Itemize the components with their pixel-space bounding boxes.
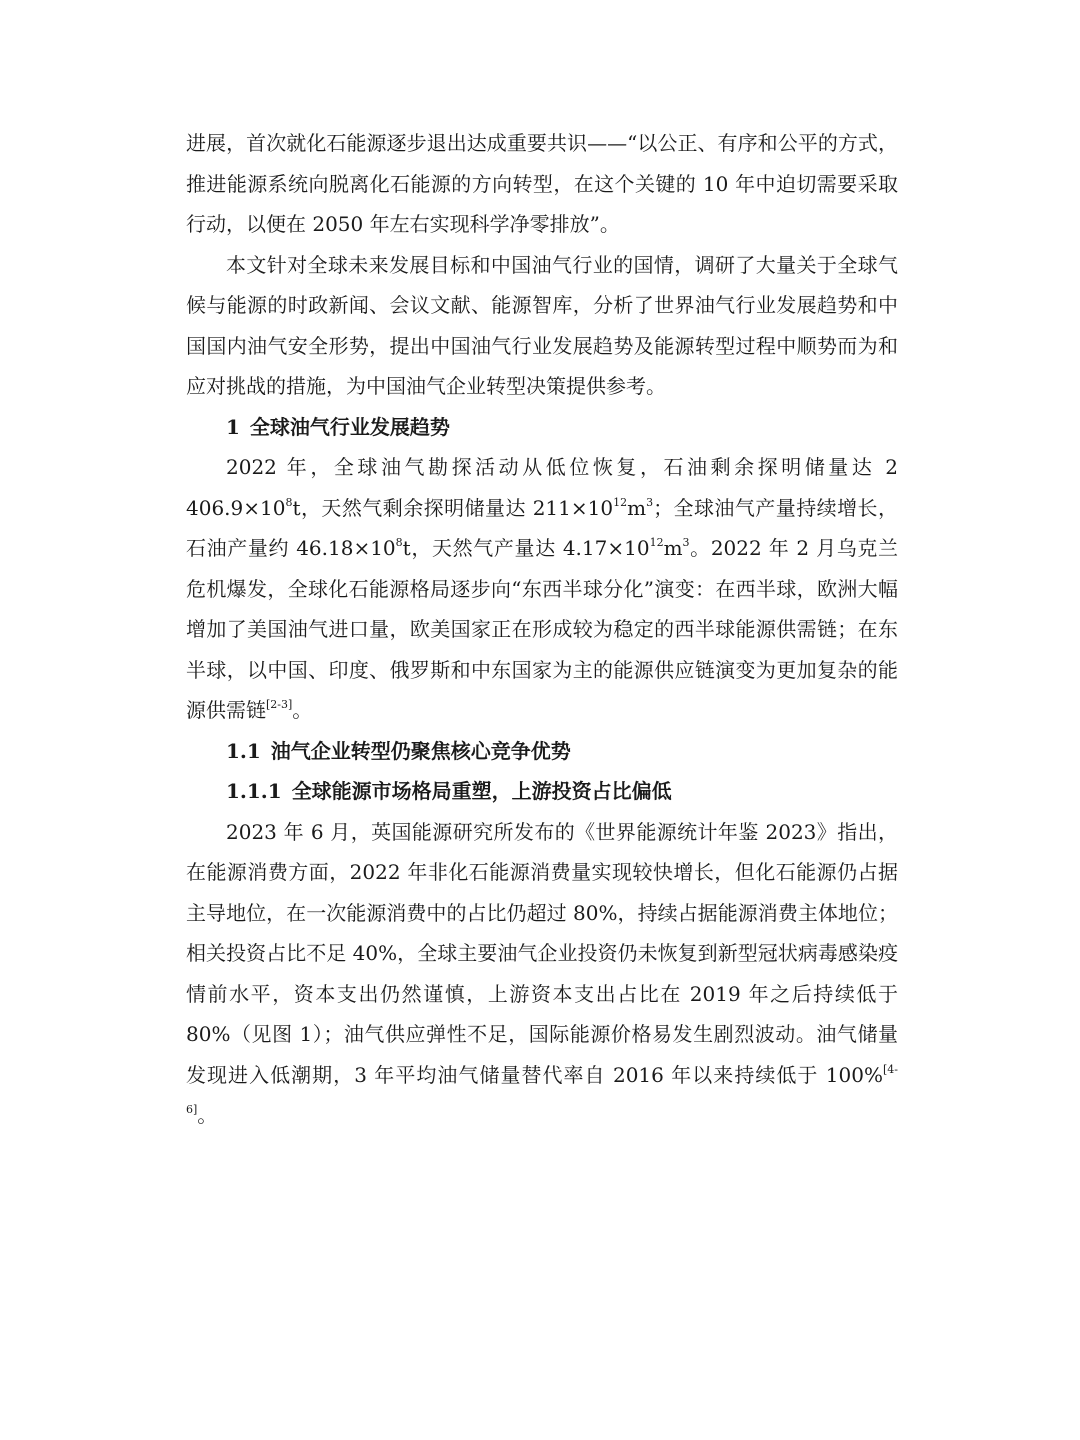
superscript: 8: [395, 536, 403, 549]
text-run: 2023 年 6 月，英国能源研究所发布的《世界能源统计年鉴 2023》指出，在能源消费方面，2022 年非化石能源消费量实现较快增长，但化石能源仍占据主导地位，在一次能源消费中的占比仍超过 80%，持续占据能源消费主体地位；相关投资占比不足 40%，全球主要油气企业投资仍未恢复到新型冠状病毒感染疫情前水平，资本支出仍然谨慎，上游资本支出占比在 2019 年之后持续低于 80%（见图 1）；油气供应弹性不足，国际能源价格易发生剧烈波动。油气储量发现进入低潮期，3 年平均油气储量替代率自 2016 年以来持续低于 100%: [186, 819, 898, 1087]
section-heading-1: [186, 407, 898, 448]
document-page: [186, 123, 898, 1136]
text-run: 2022 年，全球油气勘探活动从低位恢复，石油剩余探明储量达 2 406.9×10: [186, 455, 898, 520]
text-run: 。: [292, 698, 313, 722]
text-run: t，天然气产量达 4.17×10: [402, 536, 650, 560]
superscript: 3: [682, 536, 690, 549]
section-number: 1.1.1: [226, 779, 282, 803]
text-run: 。: [197, 1103, 218, 1127]
section-heading-1-1-1: [186, 771, 898, 812]
citation-reference: [4-6]: [186, 1062, 898, 1116]
section-number: 1: [226, 414, 240, 439]
citation-reference: [2-3]: [266, 698, 293, 711]
superscript: 12: [649, 536, 664, 549]
paragraph-study-purpose: 本文针对全球未来发展目标和中国油气行业的国情，调研了大量关于全球气候与能源的时政新闻、会议文献、能源智库，分析了世界油气行业发展趋势和中国国内油气安全形势，提出中国油气行业发展趋势及能源转型过程中顺势而为和应对挑战的措施，为中国油气企业转型决策提供参考。: [186, 252, 898, 398]
section-number: 1.1: [226, 738, 261, 763]
superscript: 12: [613, 495, 628, 509]
paragraph-global-reserves: [186, 447, 898, 731]
paragraph-cop28-consensus: 进展，首次就化石能源逐步退出达成重要共识——“以公正、有序和公平的方式，推进能源系统向脱离化石能源的方向转型，在这个关键的 10 年中迫切需要采取行动，以便在 2050 年左右实现科学净零排放”。: [186, 131, 898, 236]
superscript: 3: [646, 495, 654, 509]
section-heading-1-1: [186, 731, 898, 772]
text-run: t，天然气剩余探明储量达 211×10: [292, 495, 614, 520]
text-run: m: [627, 495, 647, 520]
text-run: ；全球油气产量持续增长，石油产量约 46.18×10: [186, 495, 899, 560]
section-title: 油气企业转型仍聚焦核心竞争优势: [270, 738, 571, 763]
superscript: 8: [285, 495, 293, 509]
text-run: m: [663, 536, 683, 560]
section-title: 全球油气行业发展趋势: [249, 414, 450, 439]
section-title: 全球能源市场格局重塑，上游投资占比偏低: [291, 779, 672, 803]
paragraph-energy-statistics: [186, 812, 898, 1136]
text-run: 。2022 年 2 月乌克兰危机爆发，全球化石能源格局逐步向“东西半球分化”演变：在西半球，欧洲大幅增加了美国油气进口量，欧美国家正在形成较为稳定的西半球能源供需链；在东半球，以中国、印度、俄罗斯和中东国家为主的能源供应链演变为更加复杂的能源供需链: [186, 536, 899, 722]
